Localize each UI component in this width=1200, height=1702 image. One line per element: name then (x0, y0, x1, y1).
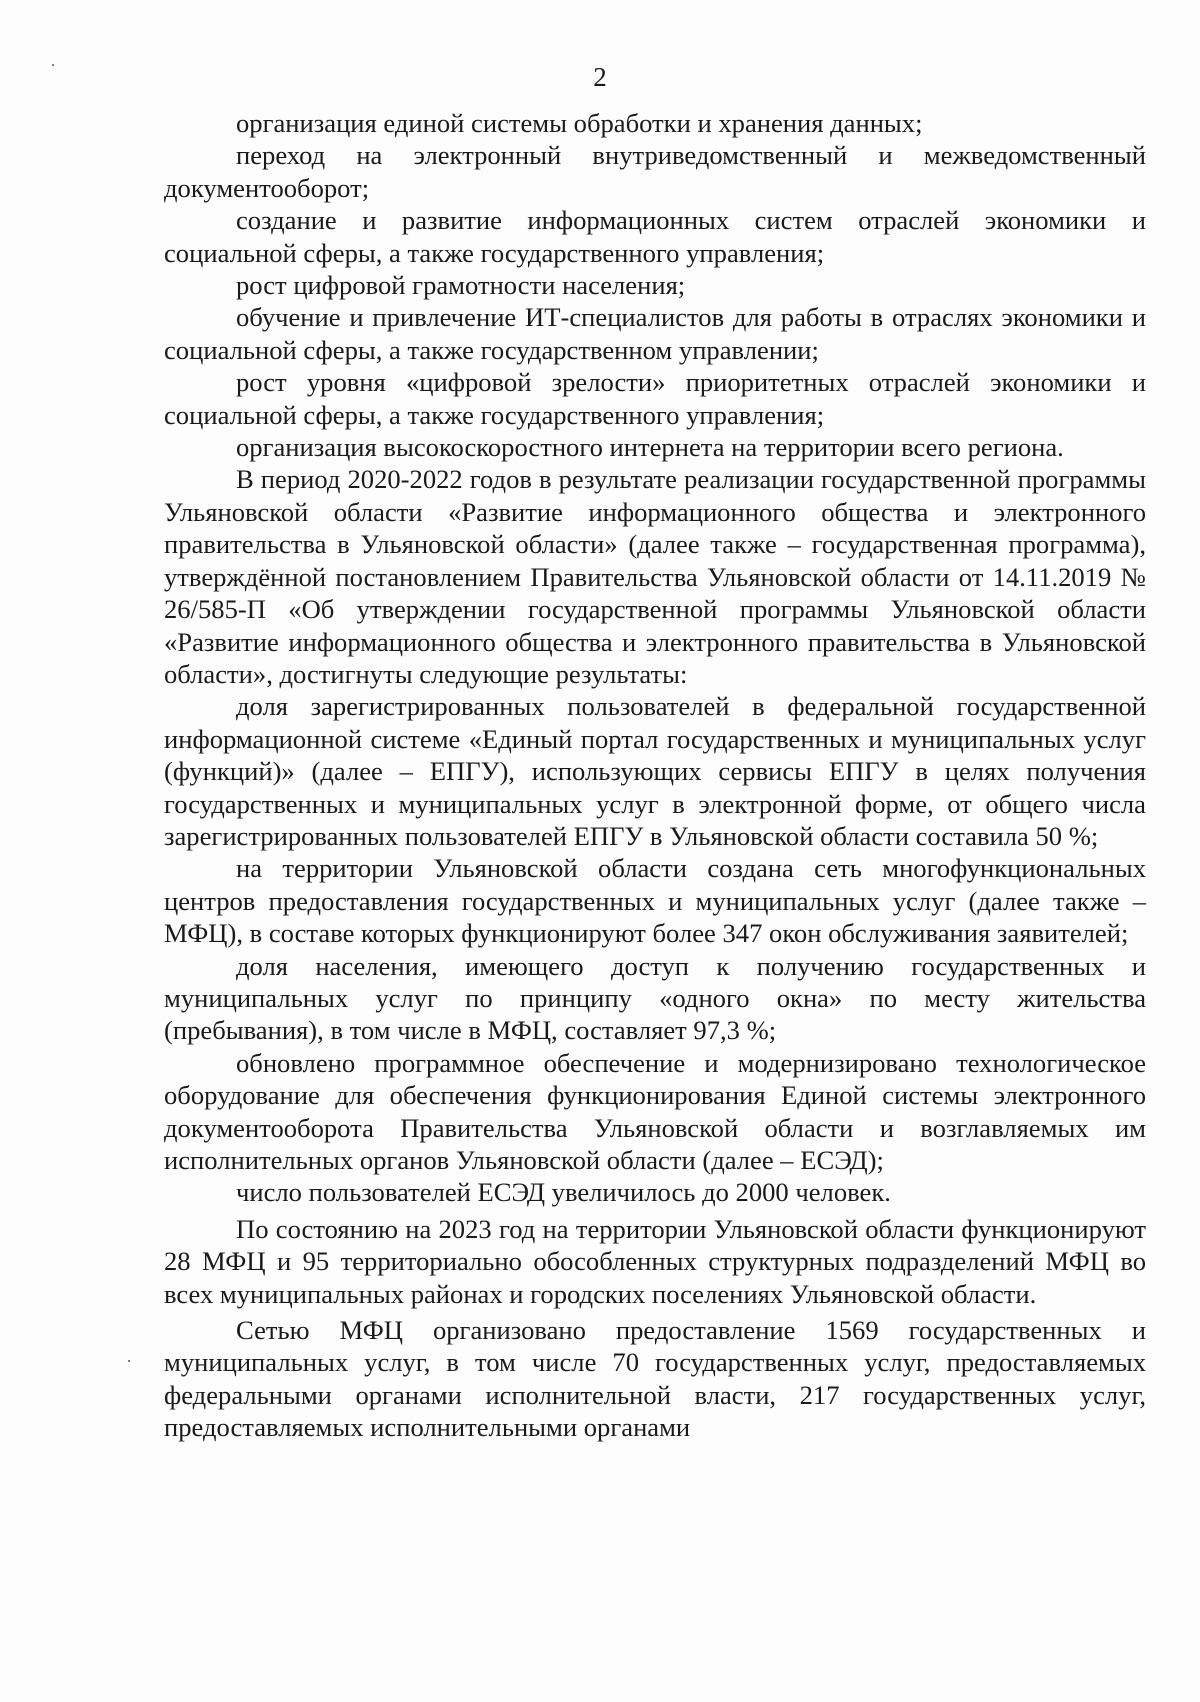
paragraph: на территории Ульяновской области создана сеть многофункциональных центров предоставления государственных и муниципальных услуг (далее также – МФЦ), в составе которых функционируют более 347 окон обслуживания заявителей; (164, 853, 1146, 949)
page-number: 2 (593, 62, 607, 92)
paragraph: В период 2020-2022 годов в результате реализации государственной программы Ульяновской области «Развитие информационного общества и электронного правительства в Ульяновской области» (далее также – государственная программа), утверждённой постановлением Правительства Ульяновской области от 14.11.2019 № 26/585-П «Об утверждении государственной программы Ульяновской области «Развитие информационного общества и электронного правительства в Ульяновской области», достигнуты следующие результаты: (164, 464, 1146, 689)
paragraph: По состоянию на 2023 год на территории Ульяновской области функционируют 28 МФЦ и 95 территориально обособленных структурных подразделений МФЦ во всех муниципальных районах и городских поселениях Ульяновской области. (164, 1213, 1146, 1309)
paragraph: Сетью МФЦ организовано предоставление 1569 государственных и муниципальных услуг, в том числе 70 государственных услуг, предоставляемых федеральными органами исполнительной власти, 217 государственных услуг, предоставляемых исполнительными органами (164, 1315, 1146, 1443)
paragraph: рост уровня «цифровой зрелости» приоритетных отраслей экономики и социальной сферы, а также государственного управления; (164, 367, 1146, 430)
paragraph: организация единой системы обработки и хранения данных; (236, 108, 923, 138)
document-body (164, 107, 1146, 1444)
paragraph: доля населения, имеющего доступ к получению государственных и муниципальных услуг по принципу «одного окна» по месту жительства (пребывания), в том числе в МФЦ, составляет 97,3 %; (164, 950, 1146, 1046)
paragraph: доля зарегистрированных пользователей в федеральной государственной информационной системе «Единый портал государственных и муниципальных услуг (функций)» (далее – ЕПГУ), использующих сервисы ЕПГУ в целях получения государственных и муниципальных услуг в электронной форме, от общего числа зарегистрированных пользователей ЕПГУ в Ульяновской области составила 50 %; (164, 691, 1146, 851)
paragraph: создание и развитие информационных систем отраслей экономики и социальной сферы, а также государственного управления; (164, 205, 1146, 268)
paragraph: переход на электронный внутриведомственный и межведомственный документооборот; (164, 140, 1146, 203)
scan-speck (128, 1360, 130, 1362)
paragraph: обучение и привлечение ИТ-специалистов для работы в отраслях экономики и социальной сферы, а также государственном управлении; (164, 302, 1146, 365)
paragraph: рост цифровой грамотности населения; (236, 270, 686, 301)
paragraph: число пользователей ЕСЭД увеличилось до 2000 человек. (236, 1177, 891, 1208)
paragraph: организация высокоскоростного интернета на территории всего региона. (236, 432, 1064, 463)
paragraph: обновлено программное обеспечение и модернизировано технологическое оборудование для обеспечения функционирования Единой системы электронного документооборота Правительства Ульяновской области и возглавляемых им исполнительных органов Ульяновской области (далее – ЕСЭД); (164, 1047, 1146, 1175)
